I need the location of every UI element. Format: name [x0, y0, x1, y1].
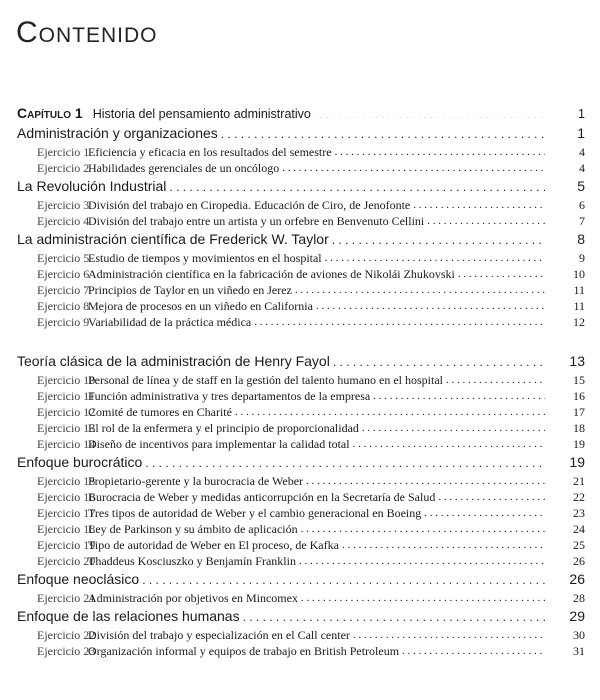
dot-leader [353, 436, 545, 448]
section-title: Administración y organizaciones [17, 125, 218, 141]
toc-exercise-row[interactable] [0, 537, 600, 553]
section-title: Enfoque burocrático [17, 454, 143, 470]
page-number: 7 [579, 214, 585, 228]
dot-leader [458, 266, 545, 278]
dot-leader [314, 106, 545, 119]
toc-exercise-row[interactable] [0, 521, 600, 537]
dot-leader [402, 643, 545, 655]
chapter-title: Historia del pensamiento administrativo [92, 107, 311, 121]
section-title: Enfoque neoclásico [17, 571, 140, 587]
page-number: 15 [573, 373, 585, 387]
exercise-title: Ley de Parkinson y su ámbito de aplicación [88, 522, 298, 536]
page-number: 11 [573, 299, 585, 313]
dot-leader [301, 590, 545, 602]
exercise-label: Ejercicio 16 [37, 490, 96, 504]
toc-exercise-row[interactable] [0, 590, 600, 606]
dot-leader [446, 372, 545, 384]
toc-exercise-row[interactable] [0, 420, 600, 436]
toc-entry-text [37, 473, 306, 489]
page-number: 9 [579, 251, 585, 265]
dot-leader [335, 144, 545, 156]
dot-leader [235, 404, 545, 416]
exercise-label: Ejercicio 17 [37, 506, 96, 520]
toc-section-row[interactable] [0, 569, 600, 590]
exercise-title: Personal de línea y de staff en la gestión del talento humano en el hospital [88, 373, 444, 387]
section-title: La Revolución Industrial [17, 178, 167, 194]
exercise-label: Ejercicio 20 [37, 554, 96, 568]
exercise-label: Ejercicio 23 [37, 644, 96, 658]
toc-exercise-row[interactable] [0, 213, 600, 229]
exercise-label: Ejercicio 21 [37, 591, 96, 605]
toc-entry-text [17, 569, 142, 590]
toc-exercise-row[interactable] [0, 250, 600, 266]
section-title: Teoría clásica de la administración de Henry Fayol [17, 353, 330, 369]
page-number: 24 [573, 522, 585, 536]
toc-section-row[interactable] [0, 452, 600, 473]
toc-entry-text [17, 103, 314, 124]
toc-exercise-row[interactable] [0, 282, 600, 298]
exercise-title: Función administrativa y tres departamentos de la empresa [88, 389, 371, 403]
dot-leader [424, 505, 545, 517]
exercise-label: Ejercicio 22 [37, 628, 96, 642]
exercise-title: Variabilidad de la práctica médica [88, 315, 252, 329]
toc-exercise-row[interactable] [0, 436, 600, 452]
exercise-label: Ejercicio 14 [37, 437, 96, 451]
dot-leader [243, 607, 545, 621]
dot-leader [333, 352, 545, 366]
exercise-title: Thaddeus Kosciuszko y Benjamín Franklin [88, 554, 296, 568]
exercise-title: Administración por objetivos en Mincomex [88, 591, 298, 605]
page-number: 8 [577, 231, 585, 247]
page-number: 31 [573, 644, 585, 658]
exercise-title: Administración científica en la fabricación de aviones de Nikolái Zhukovski [88, 267, 455, 281]
exercise-label: Ejercicio 15 [37, 474, 96, 488]
page-number: 23 [573, 506, 585, 520]
toc-entry-text [37, 266, 458, 282]
toc-exercise-row[interactable] [0, 160, 600, 176]
dot-leader [295, 282, 545, 294]
dot-leader [438, 489, 545, 501]
page-number: 1 [577, 125, 585, 141]
toc-exercise-row[interactable] [0, 314, 600, 330]
exercise-label: Ejercicio 19 [37, 538, 96, 552]
page-title: Contenido [16, 16, 158, 49]
dot-leader [342, 537, 545, 549]
dot-leader [316, 298, 545, 310]
exercise-title: Mejora de procesos en un viñedo en California [88, 299, 313, 313]
page-number: 4 [579, 161, 585, 175]
exercise-label: Ejercicio 18 [37, 522, 96, 536]
toc-entry-text [37, 404, 235, 420]
toc-entry-text [37, 643, 402, 659]
section-title: Enfoque de las relaciones humanas [17, 608, 240, 624]
exercise-title: Principios de Taylor en un viñedo en Jerez [88, 283, 292, 297]
toc-entry-text [37, 388, 373, 404]
exercise-title: Propietario-gerente y la burocracia de Weber [88, 474, 304, 488]
exercise-label: Ejercicio 1 [37, 145, 90, 159]
dot-leader [254, 314, 545, 326]
toc-entry-text [37, 372, 446, 388]
toc-chapter-row[interactable] [0, 103, 600, 123]
toc-exercise-row[interactable] [0, 197, 600, 213]
toc-entry-text [37, 436, 353, 452]
toc-entry-text [17, 123, 221, 144]
toc-entry-text [17, 606, 243, 627]
page-number: 17 [573, 405, 585, 419]
dot-leader [282, 160, 545, 172]
dot-leader [145, 453, 545, 467]
toc-exercise-row[interactable] [0, 505, 600, 521]
exercise-label: Ejercicio 9 [37, 315, 90, 329]
dot-leader [325, 250, 545, 262]
page-number: 1 [578, 107, 585, 121]
exercise-title: Diseño de incentivos para implementar la calidad total [88, 437, 350, 451]
toc-entry-text [17, 351, 333, 372]
exercise-label: Ejercicio 4 [37, 214, 90, 228]
exercise-title: Organización informal y equipos de trabajo en British Petroleum [88, 644, 400, 658]
dot-leader [413, 197, 545, 209]
page-number: 28 [573, 591, 585, 605]
toc-section-row[interactable] [0, 606, 600, 627]
page-number: 13 [569, 353, 585, 369]
toc-exercise-row[interactable] [0, 627, 600, 643]
toc-exercise-row[interactable] [0, 298, 600, 314]
dot-leader [427, 213, 545, 225]
page-number: 16 [573, 389, 585, 403]
toc-exercise-row[interactable] [0, 473, 600, 489]
dot-leader [306, 473, 545, 485]
page-number: 21 [573, 474, 585, 488]
section-title: La administración científica de Frederick W. Taylor [17, 231, 329, 247]
dot-leader [353, 627, 545, 639]
page-number: 6 [579, 198, 585, 212]
toc-section-row[interactable] [0, 176, 600, 197]
toc-entry-text [17, 176, 169, 197]
exercise-title: División del trabajo entre un artista y un orfebre en Benvenuto Cellini [88, 214, 425, 228]
toc-entry-text [37, 505, 424, 521]
toc-exercise-row[interactable] [0, 489, 600, 505]
toc-entry-text [37, 160, 282, 176]
page-number: 4 [579, 145, 585, 159]
exercise-title: El rol de la enfermera y el principio de proporcionalidad [88, 421, 359, 435]
toc-entry-text [37, 537, 342, 553]
exercise-label: Ejercicio 7 [37, 283, 90, 297]
toc-entry-text [37, 250, 325, 266]
toc-entry-text [37, 144, 335, 160]
toc-entry-text [17, 229, 332, 250]
toc-entry-text [37, 314, 254, 330]
toc-section-row[interactable] [0, 123, 600, 144]
exercise-title: Burocracia de Weber y medidas anticorrupción en la Secretaría de Salud [88, 490, 436, 504]
exercise-label: Ejercicio 10 [37, 373, 96, 387]
exercise-title: Habilidades gerenciales de un oncólogo [88, 161, 280, 175]
page-number: 22 [573, 490, 585, 504]
toc-exercise-row[interactable] [0, 404, 600, 420]
toc-exercise-row[interactable] [0, 388, 600, 404]
dot-leader [301, 521, 545, 533]
exercise-title: Tres tipos de autoridad de Weber y el cambio generacional en Boeing [88, 506, 422, 520]
table-of-contents [0, 103, 600, 659]
exercise-label: Ejercicio 8 [37, 299, 90, 313]
exercise-label: Ejercicio 13 [37, 421, 96, 435]
toc-entry-text [37, 420, 362, 436]
exercise-title: Eficiencia y eficacia en los resultados del semestre [88, 145, 332, 159]
dot-leader [373, 388, 545, 400]
toc-exercise-row[interactable] [0, 372, 600, 388]
dot-leader [299, 553, 545, 565]
exercise-title: División del trabajo en Ciropedia. Educación de Ciro, de Jenofonte [88, 198, 411, 212]
exercise-label: Ejercicio 6 [37, 267, 90, 281]
page-number: 12 [573, 315, 585, 329]
chapter-label: Capítulo 1 [17, 105, 83, 121]
page-number: 25 [573, 538, 585, 552]
toc-entry-text [37, 197, 413, 213]
toc-exercise-row[interactable] [0, 144, 600, 160]
toc-entry-text [37, 489, 438, 505]
toc-exercise-row[interactable] [0, 643, 600, 659]
dot-leader [362, 420, 545, 432]
toc-exercise-row[interactable] [0, 553, 600, 569]
dot-leader [332, 230, 545, 244]
dot-leader [221, 124, 545, 138]
exercise-title: Tipo de autoridad de Weber en El proceso, de Kafka [88, 538, 339, 552]
page-number: 19 [573, 437, 585, 451]
toc-entry-text [37, 627, 353, 643]
page-number: 26 [569, 571, 585, 587]
toc-entry-text [17, 452, 145, 473]
exercise-title: Comité de tumores en Charité [88, 405, 232, 419]
toc-entry-text [37, 553, 299, 569]
page-number: 30 [573, 628, 585, 642]
toc-entry-text [37, 282, 295, 298]
page-number: 29 [569, 608, 585, 624]
toc-entry-text [37, 213, 427, 229]
exercise-label: Ejercicio 12 [37, 405, 96, 419]
toc-section-row[interactable] [0, 229, 600, 250]
toc-entry-text [37, 590, 301, 606]
toc-section-row[interactable] [0, 351, 600, 372]
exercise-title: División del trabajo y especialización en el Call center [88, 628, 350, 642]
page-number: 18 [573, 421, 585, 435]
toc-entry-text [37, 521, 301, 537]
page-number: 19 [569, 454, 585, 470]
dot-leader [142, 570, 545, 584]
page-number: 26 [573, 554, 585, 568]
exercise-label: Ejercicio 5 [37, 251, 90, 265]
exercise-label: Ejercicio 2 [37, 161, 90, 175]
toc-entry-text [37, 298, 316, 314]
page-number: 5 [577, 178, 585, 194]
page-number: 11 [573, 283, 585, 297]
page-number: 10 [573, 267, 585, 281]
exercise-label: Ejercicio 3 [37, 198, 90, 212]
exercise-title: Estudio de tiempos y movimientos en el hospital [88, 251, 322, 265]
exercise-label: Ejercicio 11 [37, 389, 95, 403]
toc-exercise-row[interactable] [0, 266, 600, 282]
dot-leader [169, 177, 545, 191]
